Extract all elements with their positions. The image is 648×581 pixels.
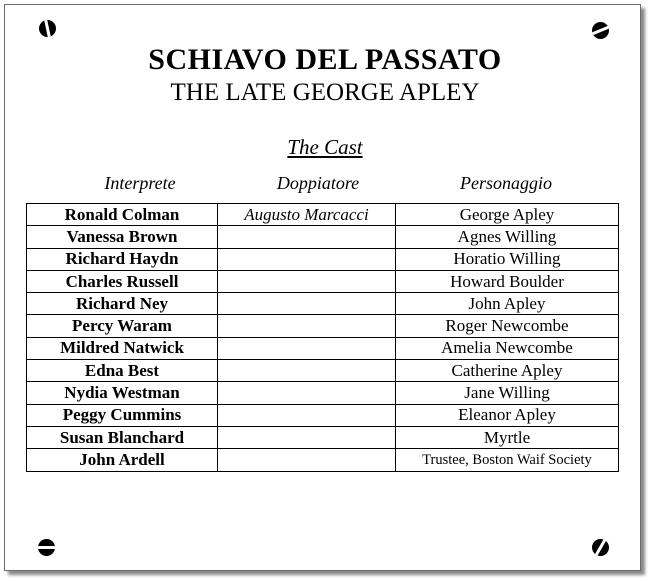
voice-actor-cell bbox=[218, 449, 396, 471]
voice-actor-cell bbox=[218, 293, 396, 315]
voice-actor-cell bbox=[218, 270, 396, 292]
voice-actor-cell bbox=[218, 337, 396, 359]
character-cell: Horatio Willing bbox=[396, 248, 619, 270]
table-row bbox=[27, 293, 619, 315]
actor-cell: Richard Ney bbox=[27, 293, 218, 315]
film-original-title: THE LATE GEORGE APLEY bbox=[170, 79, 480, 106]
voice-actor-cell bbox=[218, 404, 396, 426]
character-cell: George Apley bbox=[396, 204, 619, 226]
cast-plaque bbox=[4, 4, 641, 571]
actor-cell: Richard Haydn bbox=[27, 248, 218, 270]
screw-icon bbox=[38, 539, 55, 556]
voice-actor-cell bbox=[218, 426, 396, 448]
actor-cell: Charles Russell bbox=[27, 270, 218, 292]
column-header-role: Personaggio bbox=[460, 173, 552, 193]
actor-cell: Ronald Colman bbox=[27, 204, 218, 226]
voice-actor-cell bbox=[218, 382, 396, 404]
table-row bbox=[27, 226, 619, 248]
actor-cell: Susan Blanchard bbox=[27, 426, 218, 448]
table-row bbox=[27, 426, 619, 448]
character-cell: Agnes Willing bbox=[396, 226, 619, 248]
actor-cell: Mildred Natwick bbox=[27, 337, 218, 359]
column-header-actor: Interprete bbox=[104, 173, 176, 193]
character-cell: Catherine Apley bbox=[396, 360, 619, 382]
character-cell: Myrtle bbox=[396, 426, 619, 448]
table-row bbox=[27, 382, 619, 404]
actor-cell: Percy Waram bbox=[27, 315, 218, 337]
table-row bbox=[27, 449, 619, 471]
character-cell: Jane Willing bbox=[396, 382, 619, 404]
actor-cell: Nydia Westman bbox=[27, 382, 218, 404]
screw-icon bbox=[592, 539, 609, 556]
character-cell: Roger Newcombe bbox=[396, 315, 619, 337]
actor-cell: John Ardell bbox=[27, 449, 218, 471]
character-cell: Amelia Newcombe bbox=[396, 337, 619, 359]
table-row bbox=[27, 404, 619, 426]
actor-cell: Edna Best bbox=[27, 360, 218, 382]
voice-actor-cell bbox=[218, 226, 396, 248]
voice-actor-cell bbox=[218, 315, 396, 337]
table-row bbox=[27, 315, 619, 337]
cast-heading: The Cast bbox=[287, 135, 363, 159]
voice-actor-cell: Augusto Marcacci bbox=[218, 204, 396, 226]
cast-table bbox=[26, 203, 619, 472]
screw-icon bbox=[39, 20, 56, 37]
table-row bbox=[27, 204, 619, 226]
table-row bbox=[27, 360, 619, 382]
table-row bbox=[27, 248, 619, 270]
table-row bbox=[27, 337, 619, 359]
character-cell: Trustee, Boston Waif Society bbox=[396, 449, 619, 471]
voice-actor-cell bbox=[218, 248, 396, 270]
column-header-voice: Doppiatore bbox=[276, 173, 360, 193]
character-cell: Howard Boulder bbox=[396, 270, 619, 292]
character-cell: John Apley bbox=[396, 293, 619, 315]
actor-cell: Vanessa Brown bbox=[27, 226, 218, 248]
actor-cell: Peggy Cummins bbox=[27, 404, 218, 426]
table-row bbox=[27, 270, 619, 292]
voice-actor-cell bbox=[218, 360, 396, 382]
character-cell: Eleanor Apley bbox=[396, 404, 619, 426]
screw-icon bbox=[592, 22, 609, 39]
film-title: SCHIAVO DEL PASSATO bbox=[148, 43, 502, 76]
